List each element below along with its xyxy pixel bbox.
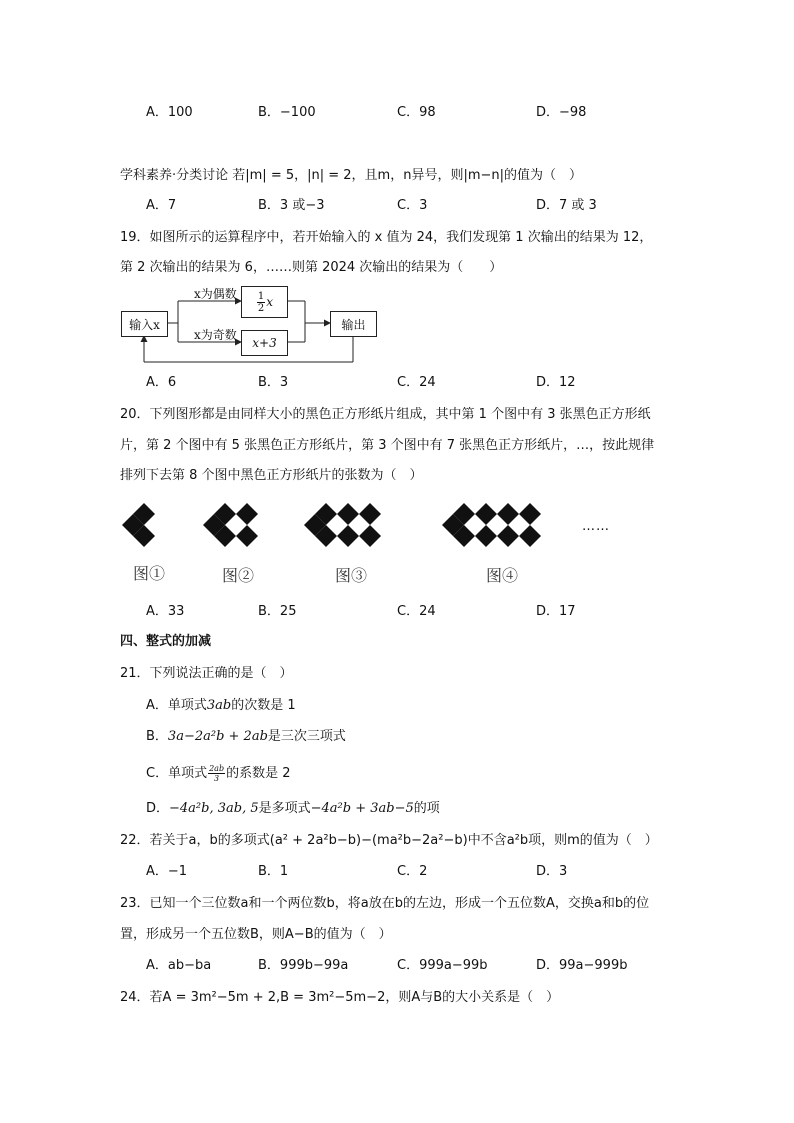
q21-c-suffix: 的系数是 2	[226, 766, 291, 781]
section-title: 四、整式的加减	[120, 634, 212, 649]
q21-d-math2: −4a²b + 3ab−5	[310, 801, 414, 816]
q19-option-d: D．12	[536, 375, 576, 390]
q18-option-a: A．7	[146, 198, 177, 213]
q21-option-b	[146, 728, 346, 746]
q19-option-b: B．3	[258, 375, 289, 390]
q20-ellipsis: ……	[582, 519, 610, 534]
q20-option-d: D．17	[536, 604, 576, 619]
flow-input-label: 输入x	[129, 317, 160, 332]
q17-option-b: B．−100	[258, 105, 316, 120]
q21-b-suffix: 是三次三项式	[267, 729, 346, 744]
flow-half-denominator: 2	[257, 302, 265, 314]
q24-stem: 24．若A = 3m²−5m + 2,B = 3m²−5m−2，则A与B的大小关系是（ ）	[120, 990, 560, 1005]
figure-3-square-4	[337, 503, 359, 525]
flow-odd-label: x为奇数	[194, 328, 237, 342]
flow-even-label: x为偶数	[194, 287, 237, 301]
q21-d-suffix: 的项	[413, 801, 440, 816]
q21-option-d	[146, 800, 440, 818]
figure-3-square-5	[337, 525, 359, 547]
figure-4-square-4	[475, 503, 497, 525]
q20-option-b: B．25	[258, 604, 297, 619]
q17-option-a: A．100	[146, 105, 193, 120]
q21-d-middle: 是多项式	[258, 801, 311, 816]
q22-option-d: D．3	[536, 864, 568, 879]
flow-plus3-label: x+3	[252, 336, 277, 350]
q18-option-d: D．7 或 3	[536, 198, 597, 213]
figure-4-square-5	[475, 525, 497, 547]
q23-option-b: B．999b−99a	[258, 958, 349, 973]
q17-option-d: D．−98	[536, 105, 587, 120]
q20-stem-line1: 20．下列图形都是由同样大小的黑色正方形纸片组成，其中第 1 个图中有 3 张黑色正方形纸	[120, 407, 651, 422]
q19-option-c: C．24	[397, 375, 436, 390]
q20-option-c: C．24	[397, 604, 436, 619]
q18-option-c: C．3	[397, 198, 428, 213]
q21-d-prefix: D．	[146, 801, 170, 816]
q19-option-a: A．6	[146, 375, 177, 390]
flow-half-variable: x	[266, 295, 274, 309]
q23-stem-line1: 23．已知一个三位数a和一个两位数b，将a放在b的左边，形成一个五位数A，交换a和b的位	[120, 896, 650, 911]
q21-d-math: −4a²b, 3ab, 5	[169, 801, 259, 816]
q22-option-c: C．2	[397, 864, 428, 879]
q20-option-a: A．33	[146, 604, 185, 619]
figure-4-square-6	[497, 503, 519, 525]
q23-option-c: C．999a−99b	[397, 958, 488, 973]
q22-stem: 22．若关于a，b的多项式(a² + 2a²b−b)−(ma²b−2a²−b)中不含a²b项，则m的值为（ ）	[120, 833, 658, 848]
q21-option-c	[146, 764, 290, 783]
q21-a-suffix: 的次数是 1	[231, 698, 296, 713]
figure-3-square-6	[359, 503, 381, 525]
figure-4-square-9	[519, 525, 541, 547]
q21-a-prefix: A．单项式	[146, 698, 207, 713]
q23-option-d: D．99a−999b	[536, 958, 628, 973]
q23-option-a: A．ab−ba	[146, 958, 212, 973]
figure-3-label: 图③	[335, 566, 368, 585]
flow-output-label: 输出	[341, 317, 366, 332]
q22-option-a: A．−1	[146, 864, 188, 879]
figure-4-square-8	[519, 503, 541, 525]
figure-2-label: 图②	[222, 566, 255, 585]
q21-option-a	[146, 697, 296, 715]
q19-stem-line2: 第 2 次输出的结果为 6，……则第 2024 次输出的结果为（ ）	[120, 260, 503, 275]
q21-c-fraction	[208, 764, 225, 783]
q22-option-b: B．1	[258, 864, 289, 879]
q17-option-c: C．98	[397, 105, 436, 120]
figure-3-square-7	[359, 525, 381, 547]
q21-c-prefix: C．单项式	[146, 766, 208, 781]
q20-stem-line2: 片，第 2 个图中有 5 张黑色正方形纸片，第 3 个图中有 7 张黑色正方形纸片，…，按此规律	[120, 438, 655, 453]
figure-2-square-4	[236, 503, 258, 525]
q18-option-b: B．3 或−3	[258, 198, 325, 213]
q21-c-denominator: 3	[214, 774, 220, 783]
q21-c-numerator: 2ab	[209, 764, 225, 773]
q19-stem-line1: 19．如图所示的运算程序中，若开始输入的 x 值为 24，我们发现第 1 次输出的结果为 12，	[120, 230, 653, 245]
figure-4-label: 图④	[486, 566, 519, 585]
q21-b-math: 3a−2a²b + 2ab	[167, 729, 268, 744]
flow-half-numerator: 1	[257, 290, 265, 302]
figure-2-square-5	[236, 525, 258, 547]
q21-b-prefix: B．	[146, 729, 168, 744]
q23-stem-line2: 置，形成另一个五位数B，则A−B的值为（ ）	[120, 927, 392, 942]
figure-4-square-7	[497, 525, 519, 547]
q20-stem-line3: 排列下去第 8 个图中黑色正方形纸片的张数为（ ）	[120, 468, 423, 483]
figure-1-label: 图①	[133, 564, 166, 583]
q21-a-math: 3ab	[206, 698, 232, 713]
q21-stem: 21．下列说法正确的是（ ）	[120, 666, 293, 681]
q18-stem: 学科素养·分类讨论 若|m| = 5，|n| = 2，且m，n异号，则|m−n|的值为（ ）	[120, 168, 583, 183]
